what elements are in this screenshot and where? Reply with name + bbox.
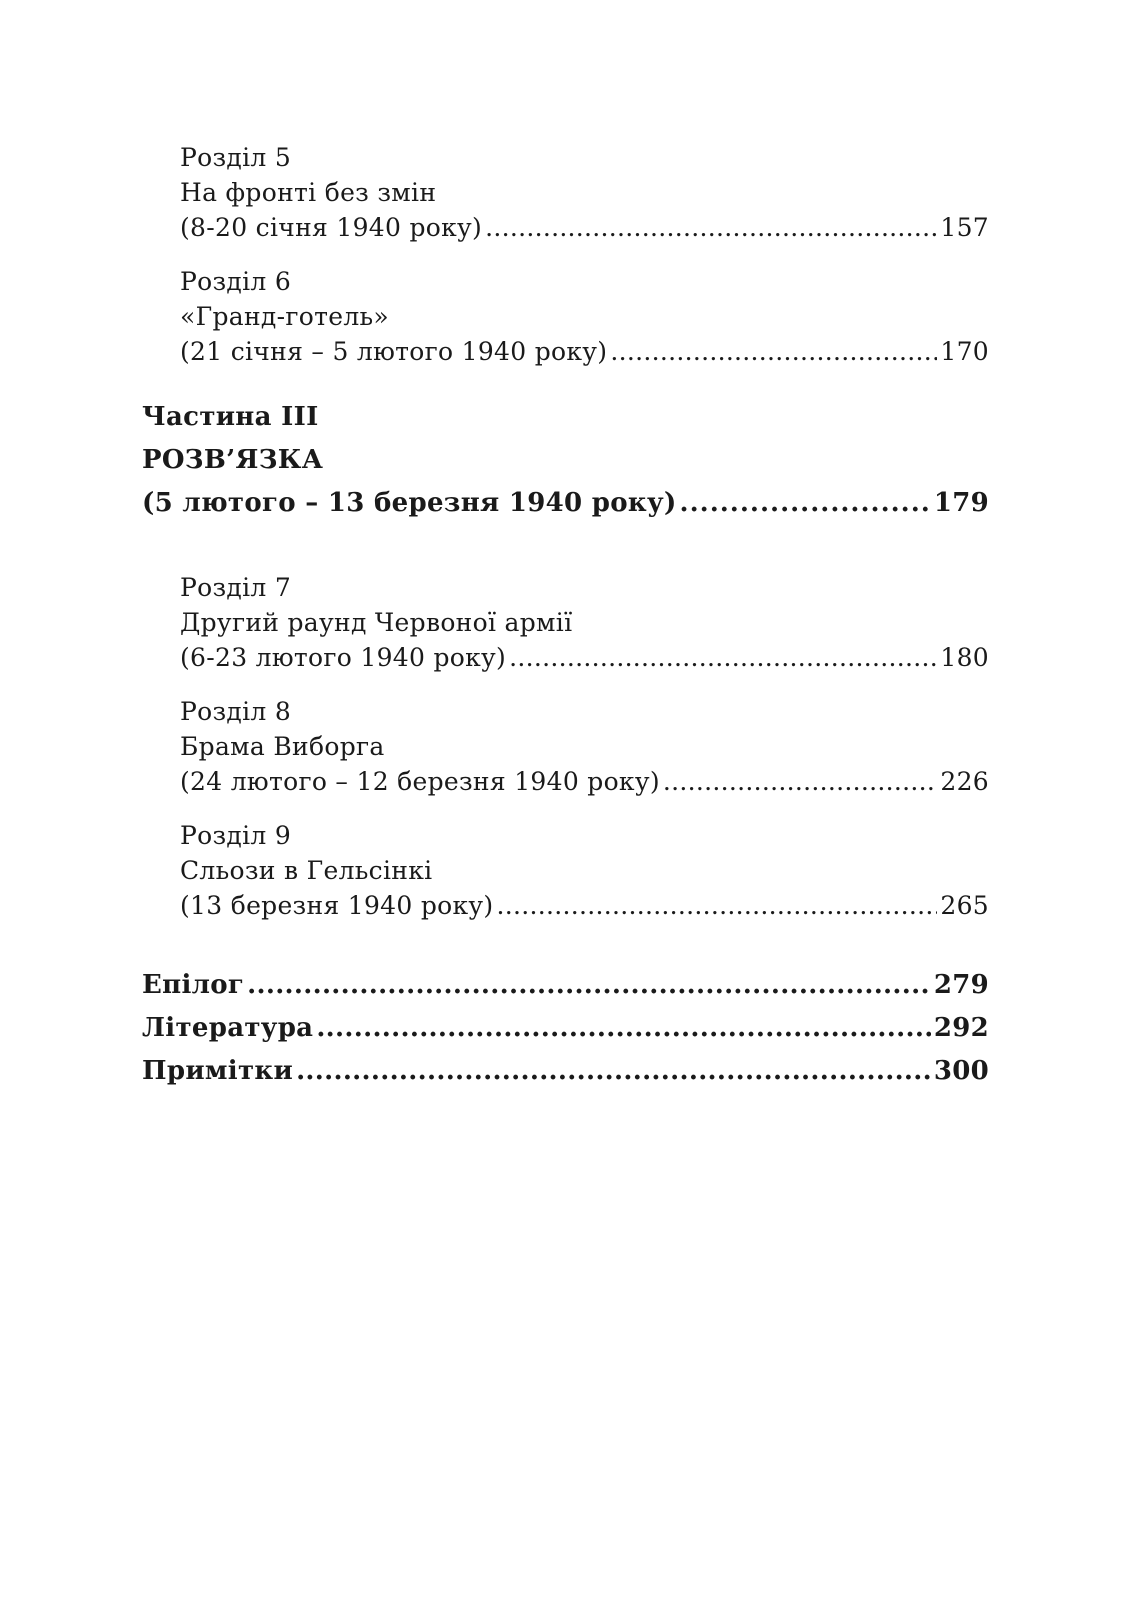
toc-entry-chapter-5[interactable]: [142, 140, 989, 245]
page-number: 170: [940, 337, 989, 366]
chapter-title: Сльози в Гельсінкі: [180, 856, 433, 885]
part-title: РОЗВ’ЯЗКА: [142, 445, 324, 475]
chapter-dates: (21 січня – 5 лютого 1940 року): [180, 337, 608, 366]
part-dates: (5 лютого – 13 березня 1940 року): [142, 488, 677, 518]
dot-leader: [485, 210, 937, 245]
entry-title: Примітки: [142, 1056, 294, 1086]
chapter-label: Розділ 5: [180, 143, 292, 172]
chapter-dates: (8-20 січня 1940 року): [180, 213, 483, 242]
chapter-dates-row: [180, 334, 989, 369]
chapter-dates: (24 лютого – 12 березня 1940 року): [180, 767, 660, 796]
page-number: 157: [940, 213, 989, 242]
toc-entry-part-3[interactable]: [142, 396, 989, 525]
dot-leader: [509, 640, 937, 675]
chapter-label: Розділ 8: [180, 697, 292, 726]
chapter-dates: (13 березня 1940 року): [180, 891, 494, 920]
dot-leader: [296, 1050, 931, 1093]
entry-title: Епілог: [142, 970, 245, 1000]
dot-leader: [316, 1007, 930, 1050]
dot-leader: [610, 334, 937, 369]
dot-leader: [247, 964, 931, 1007]
toc-entry-chapter-8[interactable]: [142, 694, 989, 799]
chapter-dates-row: [180, 764, 989, 799]
chapter-title: На фронті без змін: [180, 178, 437, 207]
chapter-dates: (6-23 лютого 1940 року): [180, 643, 507, 672]
entry-title: Література: [142, 1013, 314, 1043]
table-of-contents: [142, 140, 989, 1093]
toc-entry-literature[interactable]: [142, 1007, 989, 1050]
chapter-label: Розділ 9: [180, 821, 292, 850]
chapter-label: Розділ 7: [180, 573, 292, 602]
page-number: 265: [940, 891, 989, 920]
chapter-label: Розділ 6: [180, 267, 292, 296]
toc-entry-chapter-6[interactable]: [142, 264, 989, 369]
page-number: 180: [940, 643, 989, 672]
page-number: 179: [933, 488, 989, 518]
toc-entry-chapter-7[interactable]: [142, 570, 989, 675]
page-number: 292: [933, 1013, 989, 1043]
chapter-dates-row: [180, 210, 989, 245]
chapter-title: Брама Виборга: [180, 732, 385, 761]
dot-leader: [663, 764, 937, 799]
chapter-title: «Гранд-готель»: [180, 302, 390, 331]
chapter-dates-row: [180, 888, 989, 923]
page-number: 300: [933, 1056, 989, 1086]
part-label: Частина III: [142, 402, 319, 432]
end-matter: [142, 964, 989, 1093]
part-dates-row: [142, 482, 989, 525]
toc-entry-epilogue[interactable]: [142, 964, 989, 1007]
page-number: 279: [933, 970, 989, 1000]
dot-leader: [680, 482, 931, 525]
toc-entry-notes[interactable]: [142, 1050, 989, 1093]
page-number: 226: [940, 767, 989, 796]
dot-leader: [497, 888, 938, 923]
chapter-dates-row: [180, 640, 989, 675]
toc-entry-chapter-9[interactable]: [142, 818, 989, 923]
chapter-title: Другий раунд Червоної армії: [180, 608, 573, 637]
